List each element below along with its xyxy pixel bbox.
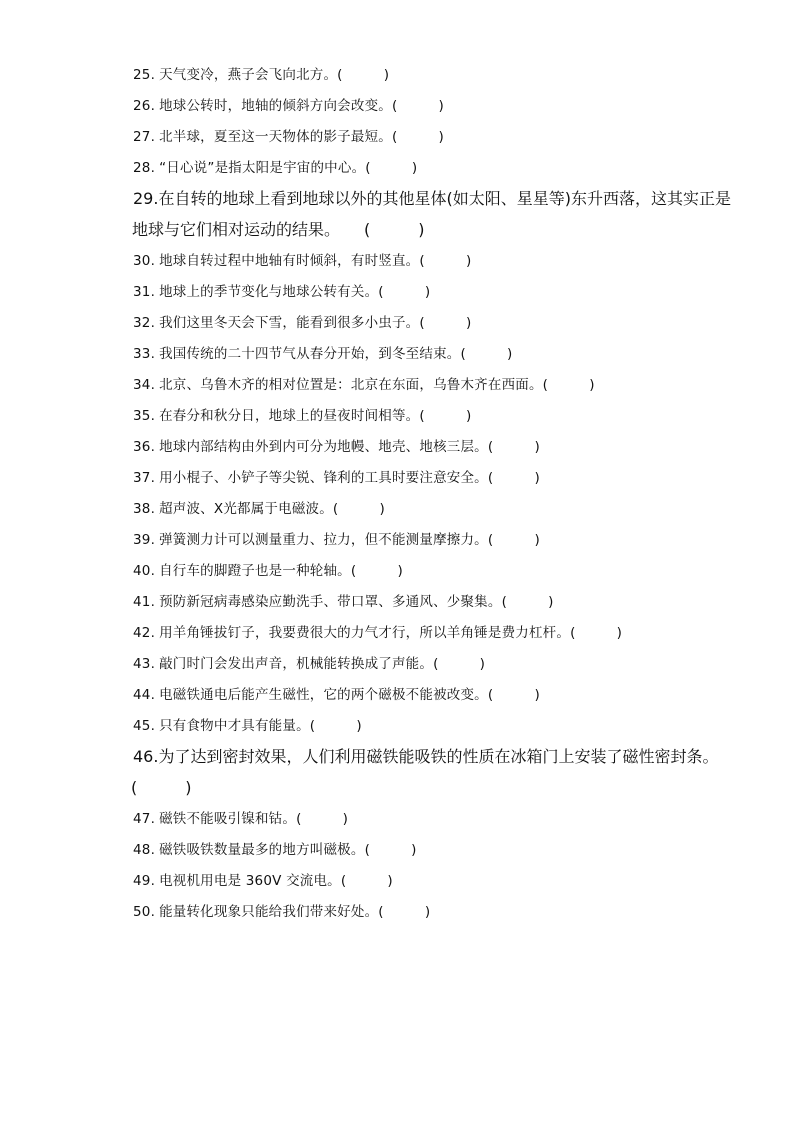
question-number: 34. <box>133 377 156 393</box>
question-line <box>132 218 673 249</box>
question-text: “日心说”是指太阳是宇宙的中心。( ) <box>159 160 418 176</box>
question-text: 能量转化现象只能给我们带来好处。( ) <box>159 904 431 920</box>
question-text: 电磁铁通电后能产生磁性，它的两个磁极不能被改变。( ) <box>159 687 540 703</box>
question-30 <box>133 249 673 280</box>
question-text: 敲门时门会发出声音，机械能转换成了声能。( ) <box>159 656 486 672</box>
question-text: 用羊角锤拔钉子，我要费很大的力气才行，所以羊角锤是费力杠杆。( ) <box>159 625 623 641</box>
question-42 <box>133 621 673 652</box>
question-45 <box>133 714 673 745</box>
question-line <box>133 745 719 776</box>
question-number: 33. <box>133 346 156 362</box>
question-number: 32. <box>133 315 156 331</box>
question-28 <box>133 156 673 187</box>
question-text: 电视机用电是 360V 交流电。( ) <box>159 873 393 889</box>
question-text: 我国传统的二十四节气从春分开始，到冬至结束。( ) <box>159 346 513 362</box>
question-text: 预防新冠病毒感染应勤洗手、带口罩、多通风、少聚集。( ) <box>159 594 554 610</box>
question-29 <box>132 187 731 249</box>
question-text: 磁铁吸铁数量最多的地方叫磁极。( ) <box>159 842 417 858</box>
question-26 <box>133 94 673 125</box>
question-text: 地球上的季节变化与地球公转有关。( ) <box>159 284 431 300</box>
question-49 <box>133 869 673 900</box>
question-number: 43. <box>133 656 156 672</box>
question-number: 47. <box>133 811 156 827</box>
question-list <box>131 63 731 931</box>
question-number: 49. <box>133 873 156 889</box>
question-33 <box>133 342 673 373</box>
question-35 <box>133 404 673 435</box>
question-50 <box>133 900 673 931</box>
question-number: 44. <box>133 687 156 703</box>
question-text: 弹簧测力计可以测量重力、拉力，但不能测量摩擦力。( ) <box>159 532 540 548</box>
question-text: 超声波、X光都属于电磁波。( ) <box>159 501 385 517</box>
question-text: 地球自转过程中地轴有时倾斜，有时竖直。( ) <box>159 253 472 269</box>
question-number: 40. <box>133 563 156 579</box>
question-31 <box>133 280 673 311</box>
question-line <box>131 776 673 807</box>
question-text: 只有食物中才具有能量。( ) <box>159 718 362 734</box>
question-25 <box>133 63 673 94</box>
question-number: 25. <box>133 67 156 83</box>
question-number: 42. <box>133 625 156 641</box>
question-40 <box>133 559 673 590</box>
question-number: 36. <box>133 439 156 455</box>
question-text: 磁铁不能吸引镍和钴。( ) <box>159 811 349 827</box>
question-text: 用小棍子、小铲子等尖锐、锋利的工具时要注意安全。( ) <box>159 470 540 486</box>
question-text: 天气变冷，燕子会飞向北方。( ) <box>159 67 390 83</box>
question-32 <box>133 311 673 342</box>
question-text-line2: ( ) <box>131 778 192 797</box>
question-39 <box>133 528 673 559</box>
question-line <box>133 187 731 218</box>
question-number: 38. <box>133 501 156 517</box>
question-text: 自行车的脚蹬子也是一种轮轴。( ) <box>159 563 403 579</box>
question-27 <box>133 125 673 156</box>
question-number: 45. <box>133 718 156 734</box>
question-number: 31. <box>133 284 156 300</box>
question-number: 50. <box>133 904 156 920</box>
question-number: 27. <box>133 129 156 145</box>
question-number: 48. <box>133 842 156 858</box>
question-43 <box>133 652 673 683</box>
question-text: 我们这里冬天会下雪，能看到很多小虫子。( ) <box>159 315 472 331</box>
question-38 <box>133 497 673 528</box>
question-37 <box>133 466 673 497</box>
question-number: 35. <box>133 408 156 424</box>
question-text-line2: 地球与它们相对运动的结果。 ( ) <box>132 220 425 239</box>
question-text-line1: 在自转的地球上看到地球以外的其他星体(如太阳、星星等)东升西落，这其实正是 <box>158 189 731 208</box>
question-text-line1: 为了达到密封效果，人们利用磁铁能吸铁的性质在冰箱门上安装了磁性密封条。 <box>158 747 719 766</box>
question-text: 北京、乌鲁木齐的相对位置是：北京在东面，乌鲁木齐在西面。( ) <box>159 377 595 393</box>
question-number: 28. <box>133 160 156 176</box>
question-number: 30. <box>133 253 156 269</box>
question-number: 39. <box>133 532 156 548</box>
question-text: 地球内部结构由外到内可分为地幔、地壳、地核三层。( ) <box>159 439 540 455</box>
question-text: 在春分和秋分日，地球上的昼夜时间相等。( ) <box>159 408 472 424</box>
question-46 <box>131 745 719 807</box>
question-number: 26. <box>133 98 156 114</box>
question-48 <box>133 838 673 869</box>
question-number: 46. <box>133 747 159 766</box>
question-36 <box>133 435 673 466</box>
question-number: 41. <box>133 594 156 610</box>
question-text: 地球公转时，地轴的倾斜方向会改变。( ) <box>159 98 445 114</box>
question-47 <box>133 807 673 838</box>
question-number: 29. <box>133 189 159 208</box>
question-text: 北半球，夏至这一天物体的影子最短。( ) <box>159 129 445 145</box>
question-44 <box>133 683 673 714</box>
question-number: 37. <box>133 470 156 486</box>
question-41 <box>133 590 673 621</box>
question-34 <box>133 373 673 404</box>
